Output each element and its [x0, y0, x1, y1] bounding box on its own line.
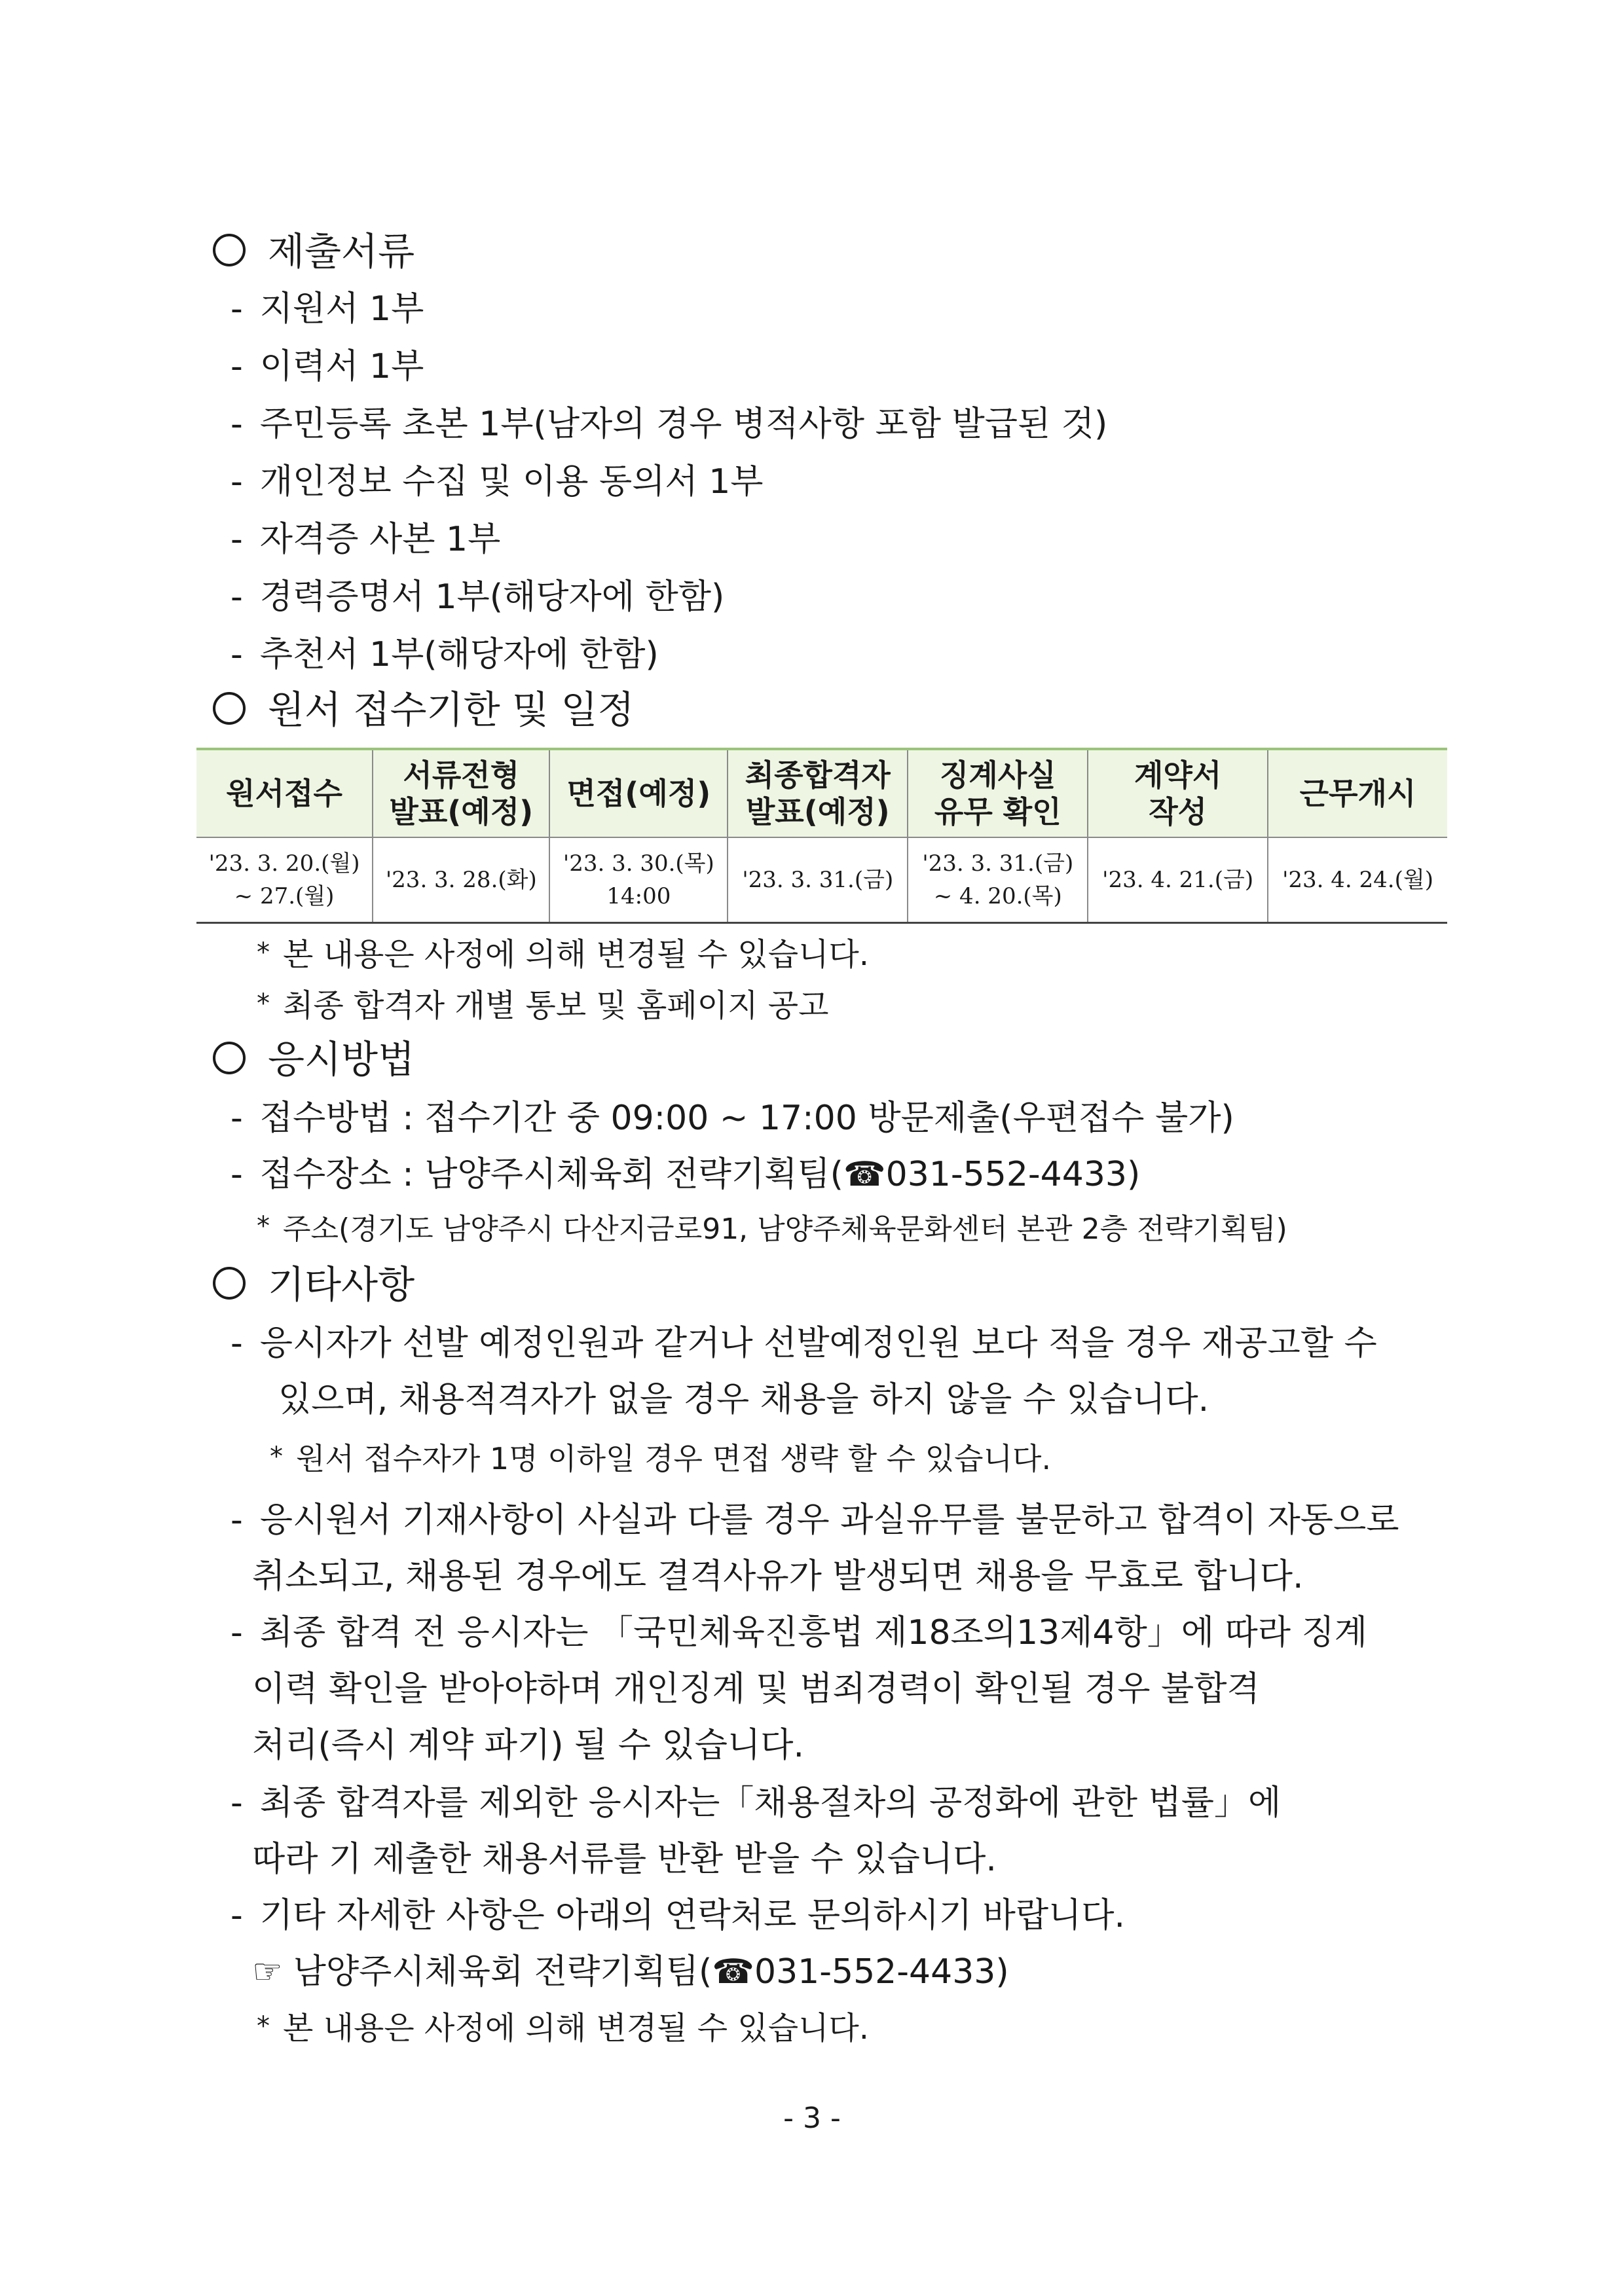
- note: * 본 내용은 사정에 의해 변경될 수 있습니다.: [257, 936, 870, 973]
- note: * 주소(경기도 남양주시 다산지금로91, 남양주체육문화센터 본관 2층 전략기획팀): [257, 1211, 1287, 1246]
- list-item: - 최종 합격 전 응시자는 「국민체육진흥법 제18조의13제4항」에 따라 징계: [231, 1613, 1367, 1652]
- table-cell: '23. 3. 20.(월) ~ 27.(월): [196, 837, 373, 923]
- table-header: 최종합격자 발표(예정): [728, 749, 908, 837]
- section-schedule-heading: 원서 접수기한 및 일정: [213, 689, 635, 731]
- table-cell: '23. 3. 30.(목) 14:00: [549, 837, 728, 923]
- list-item: - 자격증 사본 1부: [231, 520, 501, 559]
- list-item-continuation: 처리(즉시 계약 파기) 될 수 있습니다.: [252, 1726, 804, 1765]
- circle-bullet-icon: [213, 234, 246, 266]
- circle-bullet-icon: [213, 692, 246, 725]
- list-item: - 응시자가 선발 예정인원과 같거나 선발예정인원 보다 적을 경우 재공고할 수: [231, 1324, 1377, 1363]
- list-item: - 응시원서 기재사항이 사실과 다를 경우 과실유무를 불문하고 합격이 자동으로: [231, 1501, 1399, 1540]
- list-item: - 접수장소 : 남양주시체육회 전략기획팀(☎031-552-4433): [231, 1155, 1141, 1194]
- note: * 원서 접수자가 1명 이하일 경우 면접 생략 할 수 있습니다.: [270, 1441, 1052, 1476]
- note: * 본 내용은 사정에 의해 변경될 수 있습니다.: [257, 2010, 870, 2047]
- list-item: - 접수방법 : 접수기간 중 09:00 ~ 17:00 방문제출(우편접수 불가): [231, 1099, 1234, 1138]
- section-method-heading: 응시방법: [213, 1038, 415, 1080]
- list-item: - 이력서 1부: [231, 347, 424, 386]
- table-header: 면접(예정): [549, 749, 728, 837]
- table-cell: '23. 4. 24.(월): [1282, 867, 1433, 893]
- table-header: 근무개시: [1268, 749, 1447, 837]
- table-cell: '23. 3. 28.(화): [373, 837, 549, 923]
- circle-bullet-icon: [213, 1042, 246, 1074]
- table-row: [196, 837, 1447, 923]
- pointing-hand-icon: ☞: [252, 1952, 283, 1992]
- section-etc-heading: 기타사항: [213, 1264, 415, 1305]
- list-item: - 추천서 1부(해당자에 한함): [231, 635, 659, 674]
- table-cell: '23. 3. 31.(금): [728, 837, 908, 923]
- list-item-continuation: 이력 확인을 받아야하며 개인징계 및 범죄경력이 확인될 경우 불합격: [252, 1669, 1260, 1709]
- list-item: - 개인정보 수집 및 이용 동의서 1부: [231, 462, 764, 501]
- table-header: 원서접수: [196, 749, 373, 837]
- list-item: - 최종 합격자를 제외한 응시자는「채용절차의 공정화에 관한 법률」에: [231, 1783, 1282, 1823]
- table-header: 징계사실 유무 확인: [908, 749, 1088, 837]
- circle-bullet-icon: [213, 1267, 246, 1300]
- section-documents-heading: 제출서류: [213, 230, 415, 272]
- note: * 최종 합격자 개별 통보 및 홈페이지 공고: [257, 987, 829, 1024]
- list-item: - 주민등록 초본 1부(남자의 경우 병적사항 포함 발급된 것): [231, 405, 1108, 444]
- list-item-continuation: 따라 기 제출한 채용서류를 반환 받을 수 있습니다.: [252, 1840, 997, 1879]
- list-item: - 기타 자세한 사항은 아래의 연락처로 문의하시기 바랍니다.: [231, 1896, 1126, 1935]
- page-number: - 3 -: [783, 2102, 841, 2135]
- table-header: 계약서 작성: [1088, 749, 1268, 837]
- table-header-row: [196, 749, 1447, 837]
- contact-line: ☞ 남양주시체육회 전략기획팀(☎031-552-4433): [252, 1952, 1009, 1992]
- list-item: - 경력증명서 1부(해당자에 한함): [231, 577, 725, 617]
- table-cell: '23. 3. 31.(금) ~ 4. 20.(목): [908, 837, 1088, 923]
- list-item-continuation: 있으며, 채용적격자가 없을 경우 채용을 하지 않을 수 있습니다.: [278, 1380, 1209, 1419]
- list-item-continuation: 취소되고, 채용된 경우에도 결격사유가 발생되면 채용을 무효로 합니다.: [252, 1557, 1304, 1596]
- list-item: - 지원서 1부: [231, 289, 424, 329]
- table-header: 서류전형 발표(예정): [373, 749, 549, 837]
- table-cell: '23. 4. 21.(금): [1088, 837, 1268, 923]
- schedule-table: [196, 748, 1447, 924]
